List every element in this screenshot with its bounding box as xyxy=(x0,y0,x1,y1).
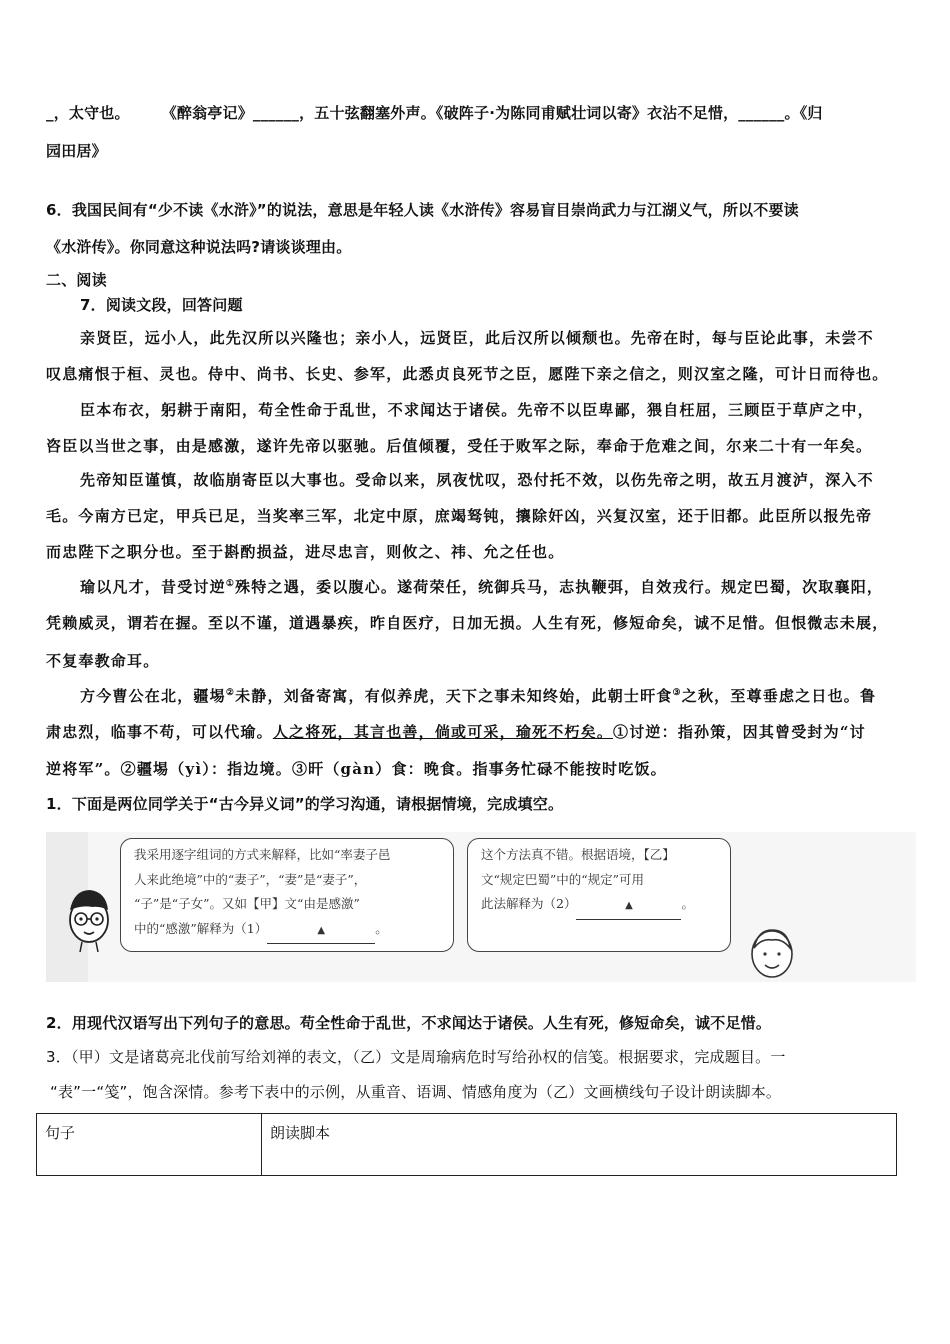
passage2-line-4 xyxy=(80,685,876,706)
footnote-mark: ③ xyxy=(672,688,682,698)
answer-blank-1[interactable]: ▲ xyxy=(267,917,375,945)
speech-bubble-right-text: 这个方法真不错。根据语境，【乙】 文“规定巴蜀”中的“规定”可用 此法解释为（2） ▲ 。 xyxy=(481,843,694,920)
speech-bubble-left-text: 我采用逐字组词的方式来解释，比如“率妻子邑 人来此绝境”中的“妻子”，“妻”是“妻子”， “子”是“子女”。又如【甲】文“由是感激” 中的“感激”解释为（1） ▲ 。 xyxy=(134,843,390,944)
passage2-text: 未静，刘备寄寓，有似养虎，天下之事未知终始，此朝士旰食 xyxy=(235,687,673,705)
passage-line: 咨臣以当世之事，由是感激，遂许先帝以驱驰。后值倾覆，受任于败军之际，奉命于危难之间，尔来二十有一年矣。 xyxy=(46,437,873,455)
passage2-text: 肃忠烈，临事不苟，可以代瑜。 xyxy=(46,723,273,741)
footnote-mark: ① xyxy=(225,579,236,589)
passage2-line-6: 逆将军”。②疆埸（yì）：指边境。③旰（gàn）食：晚食。指事务忙碌不能按时吃饭。 xyxy=(46,760,667,778)
underlined-sentence: 人之将死，其言也善，倘或可采，瑜死不朽矣。 xyxy=(272,723,614,741)
table-row xyxy=(37,1114,897,1176)
passage-line: 毛。今南方已定，甲兵已足，当奖率三军，北定中原，庶竭驽钝，攘除奸凶，兴复汉室，还于旧都。此臣所以报先帝 xyxy=(46,507,873,525)
passage2-text: 之秋，至尊垂虑之日也。鲁 xyxy=(681,687,877,705)
passage2-line-1 xyxy=(80,576,883,597)
passage2-text: 瑜以凡才，昔受讨逆 xyxy=(80,578,226,596)
passage2-line-3: 不复奉教命耳。 xyxy=(46,652,160,670)
passage-line: 先帝知臣谨慎，故临崩寄臣以大事也。受命以来，夙夜忧叹，恐付托不效，以伤先帝之明，故五月渡泸，深入不 xyxy=(80,471,874,489)
passage2-line-2: 凭赖威灵，谓若在握。至以不谨，道遇暴疾，昨自医疗，日加无损。人生有死，修短命矣，诚不足惜。但恨微志未展， xyxy=(46,614,889,632)
passage2-text: 方今曹公在北，疆埸 xyxy=(80,687,226,705)
passage-line: 亲贤臣，远小人，此先汉所以兴隆也；亲小人，远贤臣，此后汉所以倾颓也。先帝在时，每与臣论此事，未尝不 xyxy=(80,329,874,347)
top-line-1a: _，太守也。 xyxy=(46,104,130,122)
passage2-line-5 xyxy=(46,721,866,742)
top-line-1b: 《醉翁亭记》______，五十弦翻塞外声。《破阵子·为陈同甫赋壮词以寄》衣沾不足惜，______。《归 xyxy=(161,104,823,122)
question-7-title: 7．阅读文段，回答问题 xyxy=(80,296,243,314)
table-header-script: 朗读脚本 xyxy=(262,1114,897,1176)
passage-line: 而忠陛下之职分也。至于斟酌损益，进尽忠言，则攸之、祎、允之任也。 xyxy=(46,543,565,561)
top-line-1 xyxy=(46,102,823,123)
table-header-sentence: 句子 xyxy=(37,1114,262,1176)
passage-line: 臣本布衣，躬耕于南阳，苟全性命于乱世，不求闻达于诸侯。先帝不以臣卑鄙，猥自枉屈，三顾臣于草庐之中， xyxy=(80,401,874,419)
passage-line: 叹息痛恨于桓、灵也。侍中、尚书、长史、参军，此悉贞良死节之臣，愿陛下亲之信之，则汉室之隆，可计日而待也。 xyxy=(46,365,889,383)
passage2-text: 殊特之遇，委以腹心。遂荷荣任，统御兵马，志执鞭弭，自效戎行。规定巴蜀，次取襄阳， xyxy=(235,578,884,596)
subquestion-3-line-1: 3．（甲）文是诸葛亮北伐前写给刘禅的表文，（乙）文是周瑜病危时写给孙权的信笺。根据要求，完成题目。一 xyxy=(46,1048,786,1066)
subquestion-2: 2．用现代汉语写出下列句子的意思。苟全性命于乱世，不求闻达于诸侯。人生有死，修短命矣，诚不足惜。 xyxy=(46,1014,772,1032)
reading-script-table xyxy=(36,1113,897,1176)
girl-face-icon xyxy=(742,922,802,984)
q6-line-1: 6．我国民间有“少不读《水浒》”的说法，意思是年轻人读《水浒传》容易盲目崇尚武力与江湖义气，所以不要读 xyxy=(46,201,799,219)
footnote-mark: ② xyxy=(225,688,236,698)
footnote-text: ①讨逆：指孙策，因其曾受封为“讨 xyxy=(613,723,866,741)
top-line-2: 园田居》 xyxy=(46,142,107,160)
answer-blank-2[interactable]: ▲ xyxy=(576,892,681,920)
subquestion-1: 1．下面是两位同学关于“古今异义词”的学习沟通，请根据情境，完成填空。 xyxy=(46,795,564,813)
q6-line-2: 《水浒传》。你同意这种说法吗?请谈谈理由。 xyxy=(46,238,352,256)
section-title: 二、阅读 xyxy=(46,271,107,289)
boy-with-glasses-icon xyxy=(56,880,120,970)
subquestion-3-line-2: “表”一“笺”，饱含深情。参考下表中的示例，从重音、语调、情感角度为（乙）文画横线句子设计朗读脚本。 xyxy=(50,1083,782,1101)
